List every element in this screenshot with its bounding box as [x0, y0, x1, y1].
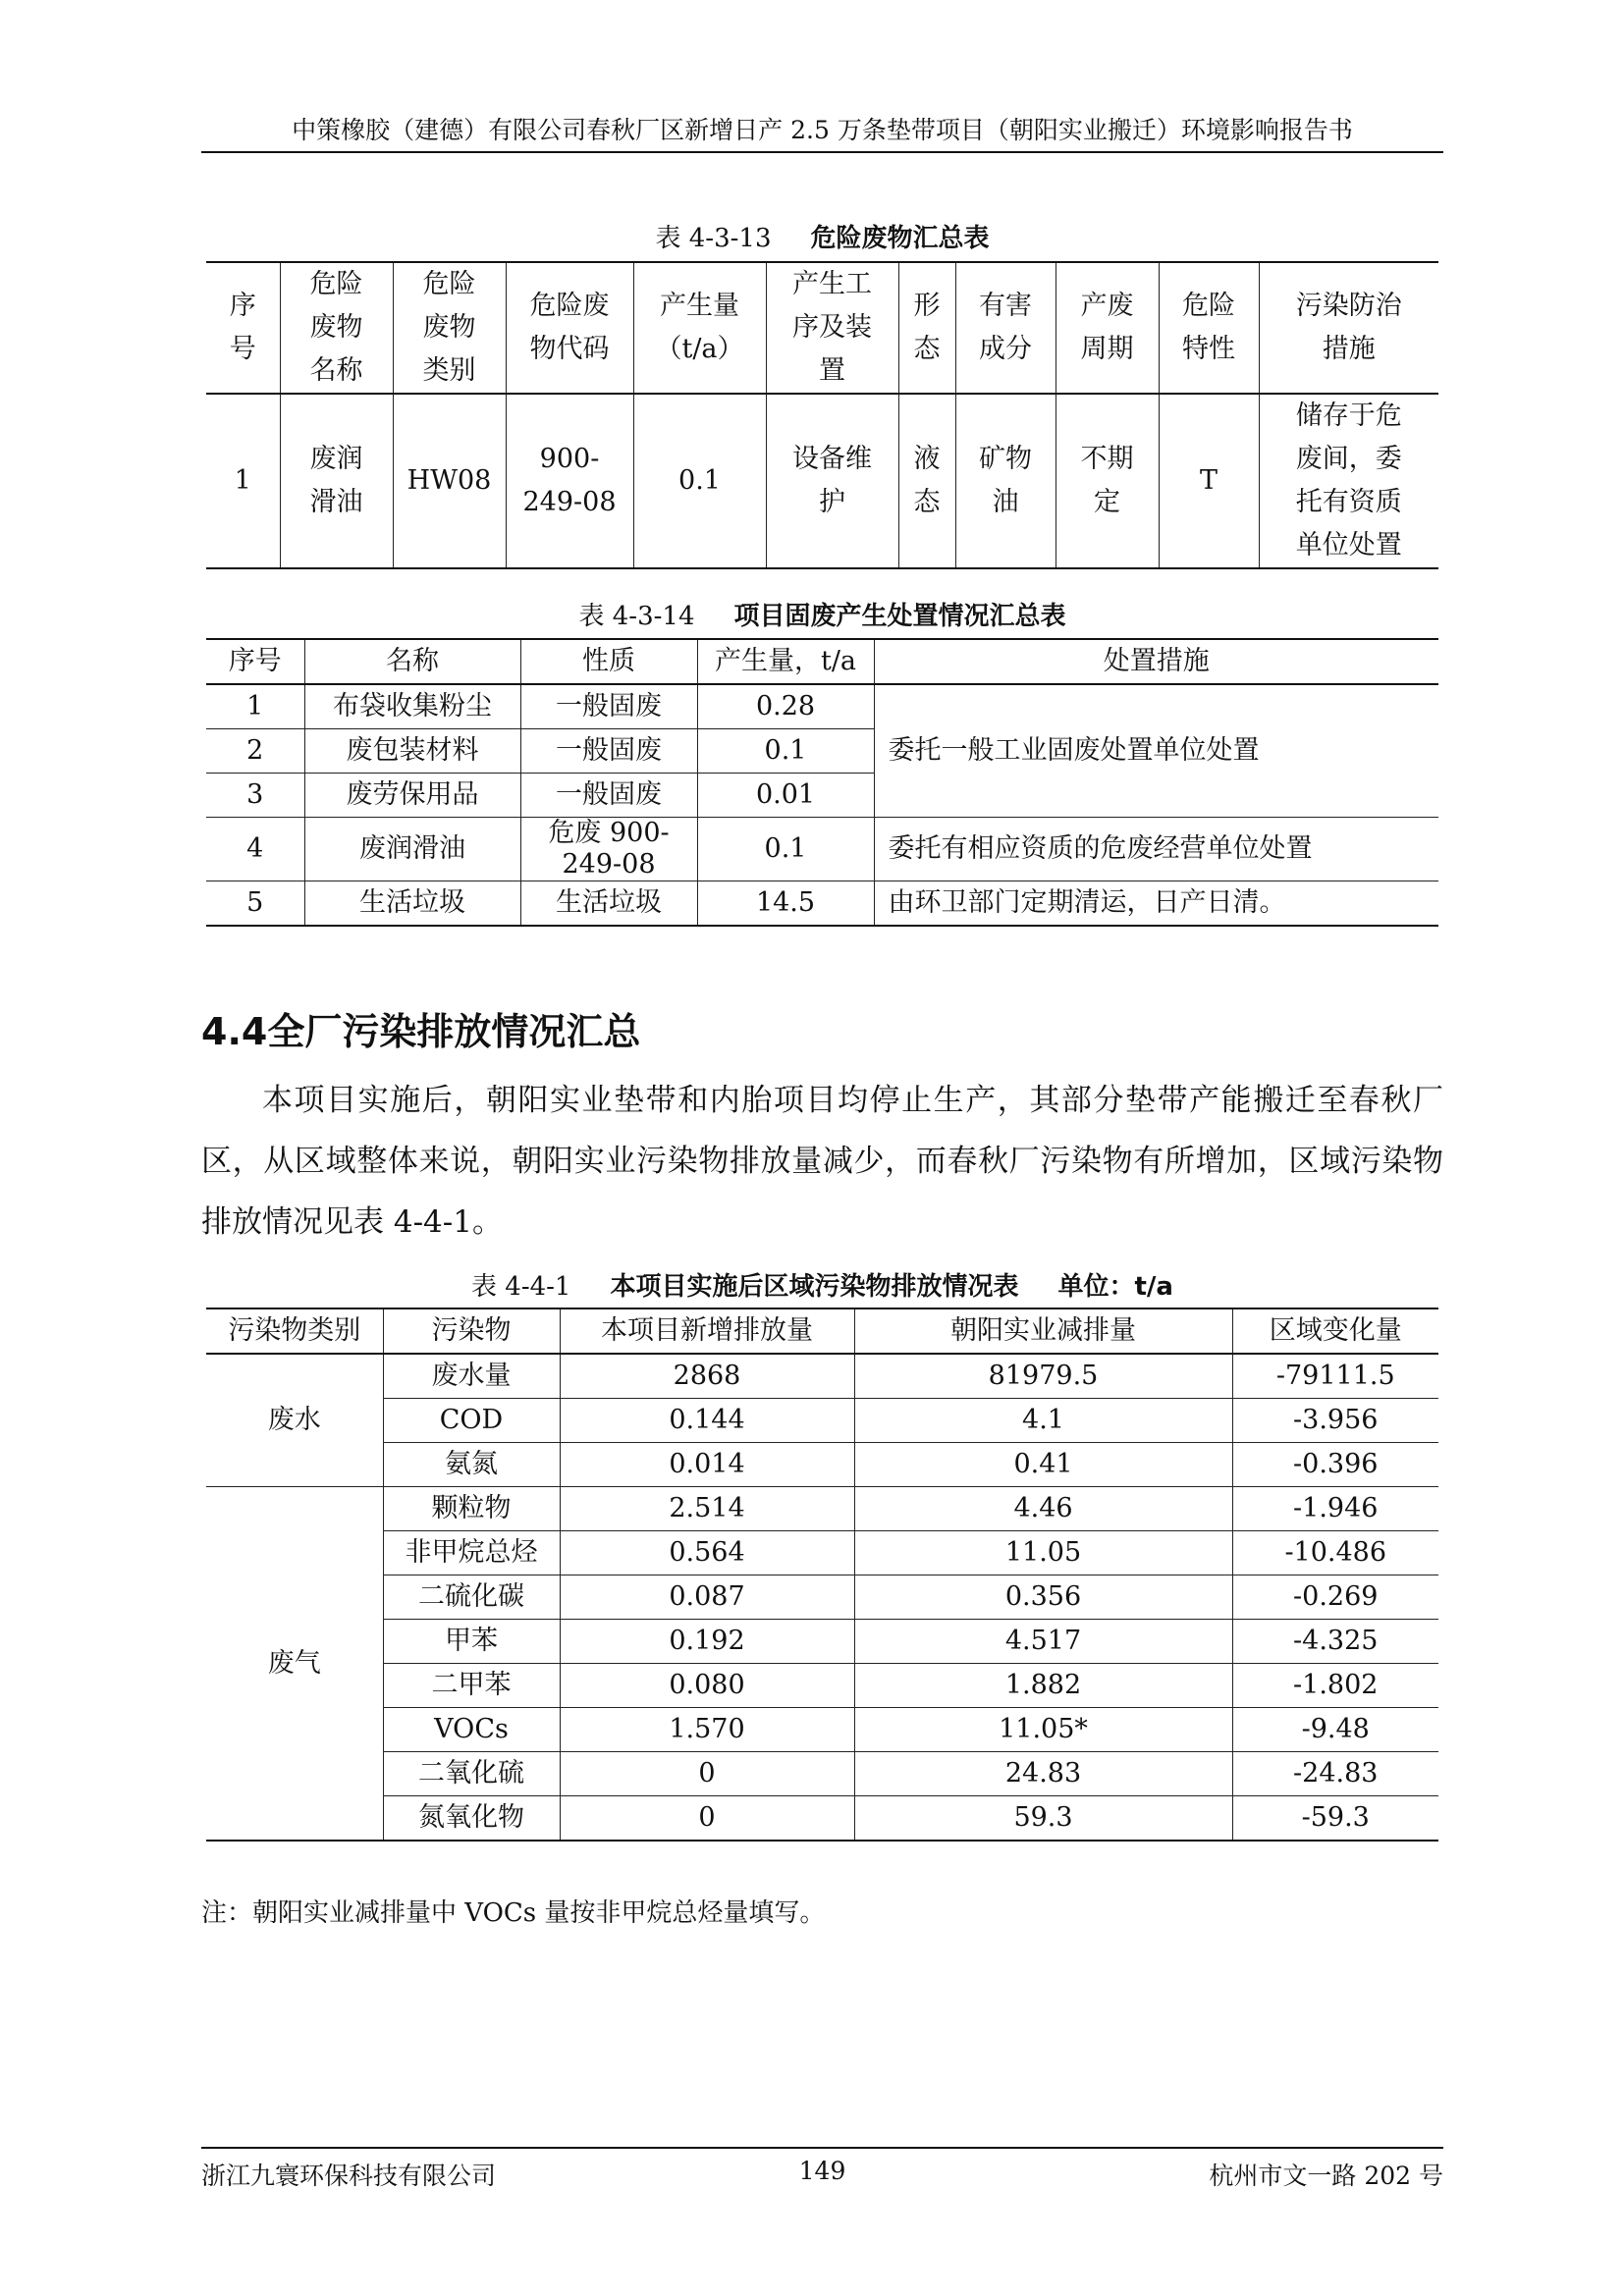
cell-line: 危险 [309, 269, 363, 299]
table-cell: 废润滑油 [304, 818, 520, 881]
table-cell: 由环卫部门定期清运，日产日清。 [874, 881, 1438, 927]
table-cell: 二氧化硫 [383, 1752, 560, 1796]
table3-header-cell: 区域变化量 [1232, 1308, 1438, 1354]
table-cell: COD [383, 1399, 560, 1443]
solid-waste-table [206, 638, 1438, 927]
cell-line: 护 [819, 487, 845, 517]
table-cell [633, 394, 766, 568]
table-cell: 0.1 [697, 818, 874, 881]
table1-title: 危险废物汇总表 [810, 224, 990, 253]
table2-header-cell: 序号 [206, 639, 304, 684]
cell-line: （t/a） [655, 334, 744, 364]
table-cell: 一般固废 [520, 774, 697, 818]
cell-line: 危险 [1182, 291, 1235, 321]
table-cell: -1.946 [1232, 1487, 1438, 1531]
table-cell: 2 [206, 729, 304, 774]
table-cell: 11.05 [854, 1531, 1232, 1575]
page-footer [201, 2147, 1443, 2192]
table-cell: 生活垃圾 [520, 881, 697, 927]
cell-line: 滑油 [309, 487, 363, 517]
table-cell: 1 [206, 684, 304, 729]
table2-caption [201, 596, 1443, 632]
table-row [206, 1487, 1438, 1531]
table-cell: -0.269 [1232, 1575, 1438, 1620]
table-cell: 生活垃圾 [304, 881, 520, 927]
table-row [206, 1620, 1438, 1664]
table1-number: 表 4-3-13 [655, 224, 772, 253]
cell-line: 249-08 [522, 487, 617, 517]
table-row [206, 1443, 1438, 1487]
table-cell: 甲苯 [383, 1620, 560, 1664]
table3-note: 注：朝阳实业减排量中 VOCs 量按非甲烷总烃量填写。 [201, 1898, 826, 1928]
cell-line: 名称 [309, 355, 363, 386]
table-cell: 0.014 [560, 1443, 854, 1487]
table-cell: 氮氧化物 [383, 1796, 560, 1842]
cell-line: 号 [229, 334, 256, 364]
table-cell: 4 [206, 818, 304, 881]
cell-line: 置 [819, 355, 845, 386]
table-cell: -9.48 [1232, 1708, 1438, 1752]
table-row [206, 1399, 1438, 1443]
cell-line: 0.1 [678, 465, 721, 496]
cell-line: 有害 [979, 291, 1032, 321]
table-row [206, 818, 1438, 881]
table2-header-cell: 产生量，t/a [697, 639, 874, 684]
table-cell: 2.514 [560, 1487, 854, 1531]
table1-header-row [206, 262, 1438, 394]
page-header: 中策橡胶（建德）有限公司春秋厂区新增日产 2.5 万条垫带项目（朝阳实业搬迁）环境影响报告书 [201, 114, 1443, 153]
table-cell: 81979.5 [854, 1354, 1232, 1399]
table1-header-cell [280, 262, 393, 394]
category-cell: 废气 [206, 1487, 383, 1842]
table-cell: 0.28 [697, 684, 874, 729]
table-cell: -59.3 [1232, 1796, 1438, 1842]
table-cell: 1.570 [560, 1708, 854, 1752]
regional-emission-table [206, 1308, 1438, 1842]
cell-line: 废物 [422, 312, 476, 343]
cell-line: 不期 [1080, 444, 1134, 474]
table-row [206, 1531, 1438, 1575]
table3-number: 表 4-4-1 [471, 1272, 571, 1302]
table-cell: -24.83 [1232, 1752, 1438, 1796]
table-row [206, 1354, 1438, 1399]
cell-line: 产废 [1080, 291, 1134, 321]
cell-line: 措施 [1322, 334, 1376, 364]
table-row [206, 1664, 1438, 1708]
category-cell: 废水 [206, 1354, 383, 1487]
hazardous-waste-table [206, 261, 1438, 569]
cell-line: 态 [913, 487, 941, 517]
cell-line: 序及装 [792, 312, 872, 343]
cell-line: 态 [913, 334, 941, 364]
table-cell: 废劳保用品 [304, 774, 520, 818]
cell-line: 产生工 [792, 269, 872, 299]
table3-header-row [206, 1308, 1438, 1354]
table3-unit: 单位：t/a [1057, 1272, 1173, 1302]
table-cell: 危废 900-249-08 [520, 818, 697, 881]
table-cell: 委托一般工业固废处置单位处置 [874, 684, 1438, 818]
table-cell: 二甲苯 [383, 1664, 560, 1708]
table3-header-cell: 污染物类别 [206, 1308, 383, 1354]
table1-header-cell [1259, 262, 1438, 394]
table-row [206, 684, 1438, 729]
table-cell: 1.882 [854, 1664, 1232, 1708]
table-cell: -4.325 [1232, 1620, 1438, 1664]
table-cell: 5 [206, 881, 304, 927]
table-row [206, 1708, 1438, 1752]
table-row [206, 1796, 1438, 1842]
table2-header-cell: 性质 [520, 639, 697, 684]
cell-line: 危险 [422, 269, 476, 299]
table-cell [206, 394, 280, 568]
table-cell: 4.1 [854, 1399, 1232, 1443]
table2-header-cell: 名称 [304, 639, 520, 684]
cell-line: 成分 [979, 334, 1032, 364]
table-cell: 废水量 [383, 1354, 560, 1399]
table3-header-cell: 朝阳实业减排量 [854, 1308, 1232, 1354]
table-cell: 0.087 [560, 1575, 854, 1620]
table-cell [766, 394, 898, 568]
table2-header-cell: 处置措施 [874, 639, 1438, 684]
table-cell: 颗粒物 [383, 1487, 560, 1531]
table-cell: 2868 [560, 1354, 854, 1399]
table-cell: 3 [206, 774, 304, 818]
table-cell: 非甲烷总烃 [383, 1531, 560, 1575]
table3-title: 本项目实施后区域污染物排放情况表 [610, 1272, 1019, 1302]
table-cell: 24.83 [854, 1752, 1232, 1796]
table-cell: VOCs [383, 1708, 560, 1752]
table-cell: 0 [560, 1796, 854, 1842]
table-cell: 0.192 [560, 1620, 854, 1664]
table-cell: 4.517 [854, 1620, 1232, 1664]
table-cell: 0.01 [697, 774, 874, 818]
table2-title: 项目固废产生处置情况汇总表 [733, 602, 1066, 631]
table-cell: 0.1 [697, 729, 874, 774]
cell-line: 废润 [309, 444, 363, 474]
table1-header-cell [393, 262, 506, 394]
table-cell: -79111.5 [1232, 1354, 1438, 1399]
table-cell: 11.05* [854, 1708, 1232, 1752]
table-cell: 0 [560, 1752, 854, 1796]
table-cell: 4.46 [854, 1487, 1232, 1531]
table1-header-cell [898, 262, 955, 394]
table1-row [206, 394, 1438, 568]
table1-header-cell [955, 262, 1056, 394]
table-cell: 59.3 [854, 1796, 1232, 1842]
table-cell: 委托有相应资质的危废经营单位处置 [874, 818, 1438, 881]
table-cell [1056, 394, 1159, 568]
cell-line: 托有资质 [1295, 487, 1402, 517]
cell-line: 类别 [422, 355, 476, 386]
cell-line: 废物 [309, 312, 363, 343]
cell-line: 1 [234, 465, 251, 496]
cell-line: 单位处置 [1295, 530, 1402, 561]
table-cell: -0.396 [1232, 1443, 1438, 1487]
table-cell: -10.486 [1232, 1531, 1438, 1575]
table2-number: 表 4-3-14 [578, 602, 695, 631]
table1-header-cell [1159, 262, 1259, 394]
page-number: 149 [798, 2157, 846, 2185]
footer-company: 浙江九寰环保科技有限公司 [201, 2162, 497, 2190]
table-cell [955, 394, 1056, 568]
cell-line: 废间，委 [1295, 444, 1402, 474]
table3-header-cell: 污染物 [383, 1308, 560, 1354]
table1-caption [201, 218, 1443, 254]
table-cell: 0.564 [560, 1531, 854, 1575]
cell-line: 周期 [1080, 334, 1134, 364]
cell-line: 储存于危 [1295, 400, 1402, 431]
cell-line: 液 [913, 444, 941, 474]
table-cell: -1.802 [1232, 1664, 1438, 1708]
table-cell: 14.5 [697, 881, 874, 927]
cell-line: 矿物 [979, 444, 1032, 474]
cell-line: 油 [992, 487, 1019, 517]
table-cell [1259, 394, 1438, 568]
footer-address: 杭州市文一路 202 号 [1209, 2162, 1443, 2190]
table1-header-cell [206, 262, 280, 394]
table-cell [506, 394, 633, 568]
table-cell [280, 394, 393, 568]
table-cell: 布袋收集粉尘 [304, 684, 520, 729]
table-row [206, 1752, 1438, 1796]
table-cell: 废包装材料 [304, 729, 520, 774]
cell-line: 危险废 [529, 291, 610, 321]
table-cell: 氨氮 [383, 1443, 560, 1487]
table-cell: -3.956 [1232, 1399, 1438, 1443]
cell-line: 900- [539, 444, 600, 474]
table1-header-cell [633, 262, 766, 394]
table-cell: 0.144 [560, 1399, 854, 1443]
cell-line: T [1199, 465, 1218, 496]
cell-line: 形 [913, 291, 941, 321]
cell-line: 设备维 [792, 444, 872, 474]
table-row [206, 881, 1438, 927]
table1-header-cell [1056, 262, 1159, 394]
cell-line: 定 [1094, 487, 1120, 517]
table-cell: 一般固废 [520, 684, 697, 729]
cell-line: 产生量 [660, 291, 739, 321]
section-title: 4.4全厂污染排放情况汇总 [201, 1010, 641, 1053]
table-cell: 0.356 [854, 1575, 1232, 1620]
cell-line: HW08 [406, 465, 492, 496]
cell-line: 物代码 [529, 334, 610, 364]
section-paragraph: 本项目实施后，朝阳实业垫带和内胎项目均停止生产，其部分垫带产能搬迁至春秋厂区，从区域整体来说，朝阳实业污染物排放量减少，而春秋厂污染物有所增加，区域污染物排放情况见表 4-4-1。 [201, 1083, 1443, 1240]
table-cell: 0.41 [854, 1443, 1232, 1487]
table-cell [393, 394, 506, 568]
table-row [206, 1575, 1438, 1620]
table-cell: 二硫化碳 [383, 1575, 560, 1620]
table-cell [898, 394, 955, 568]
cell-line: 特性 [1182, 334, 1235, 364]
table1-header-cell [506, 262, 633, 394]
table2-header-row [206, 639, 1438, 684]
table-cell: 0.080 [560, 1664, 854, 1708]
cell-line: 序 [229, 291, 256, 321]
table-cell: 一般固废 [520, 729, 697, 774]
table3-caption [201, 1266, 1443, 1303]
table1-header-cell [766, 262, 898, 394]
table-cell [1159, 394, 1259, 568]
table3-header-cell: 本项目新增排放量 [560, 1308, 854, 1354]
cell-line: 污染防治 [1295, 291, 1402, 321]
